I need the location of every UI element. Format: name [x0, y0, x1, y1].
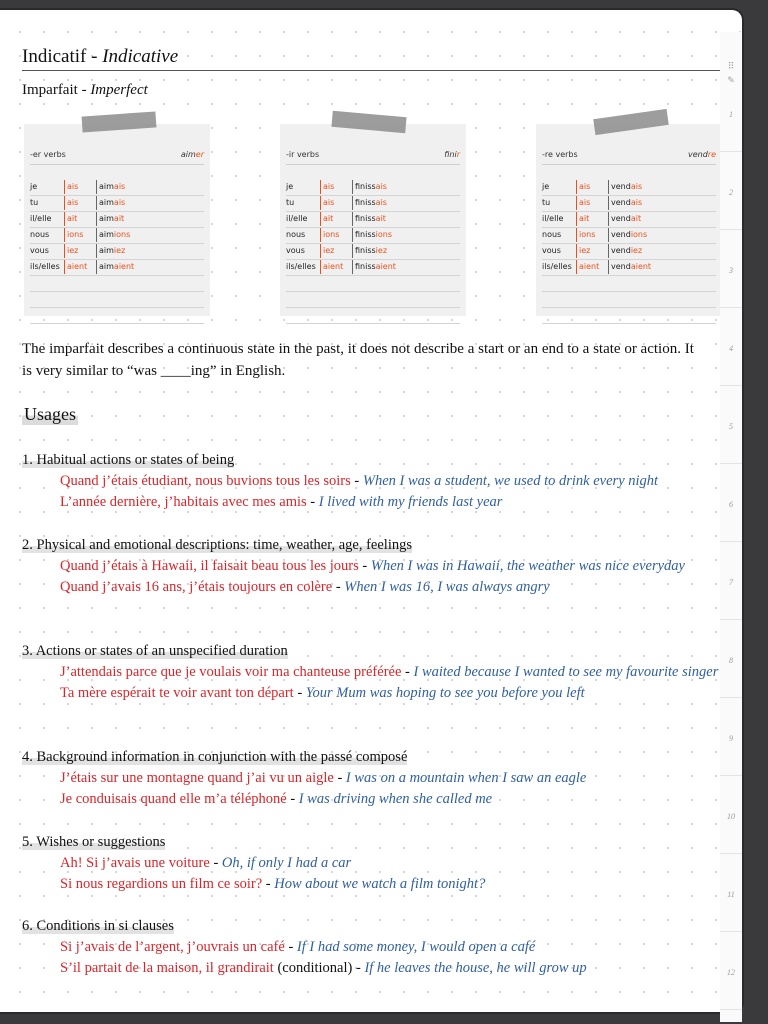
example-french: J’étais sur une montagne quand j’ai vu un aigle [60, 770, 334, 786]
ending: ais [576, 180, 590, 194]
ending: ais [64, 180, 78, 194]
page-tab[interactable]: 1 [720, 74, 742, 152]
pronoun: vous [286, 246, 305, 255]
usage-example: S’il partait de la maison, il grandirait (conditional) - If he leaves the house, he will grow up [60, 960, 587, 976]
conjugation-row [286, 180, 460, 196]
blank-line [30, 292, 204, 308]
usages-heading: Usages [24, 404, 76, 424]
pronoun: il/elle [286, 214, 308, 223]
pronoun: nous [286, 230, 306, 239]
conjugation-row [542, 244, 716, 260]
usage-example: Ta mère espérait te voir avant ton départ - Your Mum was hoping to see you before you left [60, 685, 585, 701]
conjugated-form: finissions [352, 228, 392, 242]
conjugation-row [286, 228, 460, 244]
ending: iez [320, 244, 334, 258]
usage-example: Si j’avais de l’argent, j’ouvrais un café - If I had some money, I would open a café [60, 939, 536, 955]
blank-line [542, 276, 716, 292]
title-french: Indicatif [22, 46, 87, 67]
tape-decoration [331, 111, 406, 133]
conjugated-form: aimais [96, 196, 125, 210]
usage-section [22, 832, 722, 895]
example-english: When I was a student, we used to drink every night [362, 473, 659, 489]
ending: aient [64, 260, 87, 274]
pronoun: ils/elles [286, 262, 316, 271]
conjugated-form: vendions [608, 228, 647, 242]
usage-title: 4. Background information in conjunction with the passé composé [22, 749, 408, 765]
conjugation-row [542, 180, 716, 196]
pronoun: vous [542, 246, 561, 255]
conjugation-card [536, 124, 722, 316]
usage-section [22, 535, 722, 598]
example-french: Quand j’étais étudiant, nous buvions tous les soirs [60, 473, 351, 489]
ending: ait [320, 212, 333, 226]
blank-line [286, 276, 460, 292]
ending: ais [320, 180, 334, 194]
usage-example: Si nous regardions un film ce soir? - How about we watch a film tonight? [60, 876, 486, 892]
ending: ions [576, 228, 595, 242]
blank-line [30, 276, 204, 292]
subtitle-english: Imperfect [90, 82, 148, 98]
example-french: Je conduisais quand elle m’a téléphoné [60, 791, 287, 807]
ending: iez [576, 244, 590, 258]
example-french: S’il partait de la maison, il grandirait [60, 960, 274, 976]
blank-line [286, 308, 460, 324]
example-french: Si j’avais de l’argent, j’ouvrais un café [60, 939, 285, 955]
conjugation-row [286, 212, 460, 228]
example-note: (conditional) [273, 960, 353, 976]
ending: ait [64, 212, 77, 226]
infinitive-label: finir [444, 150, 460, 159]
conjugation-row [542, 228, 716, 244]
usage-example: Je conduisais quand elle m’a téléphoné - I was driving when she called me [60, 791, 493, 807]
conjugated-form: aimaient [96, 260, 134, 274]
infinitive-label: vendre [687, 150, 716, 159]
conjugated-form: finissais [352, 196, 387, 210]
ending: aient [576, 260, 599, 274]
example-french: Quand j’avais 16 ans, j’étais toujours en colère [60, 579, 333, 595]
example-french: Quand j’étais à Hawaii, il faisait beau tous les jours [60, 558, 359, 574]
pronoun: tu [30, 198, 39, 207]
page-tab[interactable]: 5 [720, 386, 742, 464]
conjugation-row [30, 228, 204, 244]
pronoun: je [542, 182, 550, 191]
conjugated-form: finissais [352, 180, 387, 194]
example-english: Your Mum was hoping to see you before you left [305, 685, 585, 701]
pronoun: je [30, 182, 38, 191]
ending: ais [576, 196, 590, 210]
description-text: The imparfait describes a continuous state in the past, it does not describe a start or an end to a state or action. It is very similar to “was ____ing” in English. [22, 341, 694, 379]
notebook-page [0, 8, 744, 1014]
conjugation-row [30, 180, 204, 196]
usage-example: Quand j’étais à Hawaii, il faisait beau tous les jours - When I was in Hawaii, the weather was nice everyday [60, 558, 685, 574]
example-english: I was on a mountain when I saw an eagle [345, 770, 587, 786]
pronoun: tu [542, 198, 551, 207]
conjugated-form: aimions [96, 228, 130, 242]
page-tab[interactable]: 11 [720, 854, 742, 932]
conjugation-row [30, 212, 204, 228]
conjugated-form: finissait [352, 212, 386, 226]
usage-section [22, 450, 722, 513]
conjugation-row [30, 196, 204, 212]
blank-line [542, 292, 716, 308]
conjugated-form: vendais [608, 180, 642, 194]
conjugation-row [542, 196, 716, 212]
ending: aient [320, 260, 343, 274]
infinitive-label: aimer [180, 150, 204, 159]
grid-icon[interactable]: ⠿ [727, 62, 735, 72]
verb-type-label: -er verbs [30, 150, 66, 159]
example-english: I was driving when she called me [298, 791, 493, 807]
usage-title: 3. Actions or states of an unspecified duration [22, 643, 288, 659]
example-french: Ta mère espérait te voir avant ton départ [60, 685, 294, 701]
ending: ais [320, 196, 334, 210]
example-english: When I was in Hawaii, the weather was nice everyday [370, 558, 685, 574]
pronoun: ils/elles [30, 262, 60, 271]
conjugated-form: vendait [608, 212, 641, 226]
pronoun: vous [30, 246, 49, 255]
usage-title: 2. Physical and emotional descriptions: time, weather, age, feelings [22, 537, 413, 553]
conjugated-form: aimiez [96, 244, 125, 258]
usage-example: L’année dernière, j’habitais avec mes amis - I lived with my friends last year [60, 494, 503, 510]
conjugated-form: vendiez [608, 244, 642, 258]
tape-decoration [82, 111, 157, 132]
conjugated-form: vendaient [608, 260, 651, 274]
pronoun: il/elle [30, 214, 52, 223]
example-english: How about we watch a film tonight? [274, 876, 486, 892]
conjugated-form: finissaient [352, 260, 396, 274]
example-english: I waited because I wanted to see my favourite singer [413, 664, 719, 680]
example-english: If I had some money, I would open a café [296, 939, 536, 955]
subtitle-french: Imparfait [22, 82, 78, 98]
page-tab[interactable]: 6 [720, 464, 742, 542]
ending: ions [64, 228, 83, 242]
usage-section [22, 641, 722, 704]
example-english: I lived with my friends last year [318, 494, 503, 510]
usage-example: J’attendais parce que je voulais voir ma chanteuse préférée - I waited because I wanted to see my favourite singer [60, 664, 719, 680]
conjugation-card [280, 124, 466, 316]
example-french: Si nous regardions un film ce soir? [60, 876, 263, 892]
pronoun: ils/elles [542, 262, 572, 271]
pencil-icon[interactable]: ✎ [727, 76, 735, 86]
tape-decoration [593, 109, 669, 135]
blank-line [30, 308, 204, 324]
usage-example: Quand j’avais 16 ans, j’étais toujours en colère - When I was 16, I was always angry [60, 579, 550, 595]
conjugated-form: finissiez [352, 244, 387, 258]
example-english: When I was 16, I was always angry [344, 579, 550, 595]
page-tab[interactable]: 12 [720, 932, 742, 1010]
page-index-tabs [720, 32, 742, 1022]
page-tab[interactable]: 9 [720, 698, 742, 776]
page-tab[interactable]: 8 [720, 620, 742, 698]
pronoun: il/elle [542, 214, 564, 223]
blank-line [286, 292, 460, 308]
ending: iez [64, 244, 78, 258]
card-header [286, 150, 460, 165]
conjugation-row [286, 260, 460, 276]
card-header [30, 150, 204, 165]
usage-title: 5. Wishes or suggestions [22, 834, 166, 850]
example-english: Oh, if only I had a car [221, 855, 352, 871]
ending: ait [576, 212, 589, 226]
usage-example: Ah! Si j’avais une voiture - Oh, if only I had a car [60, 855, 352, 871]
example-english: If he leaves the house, he will grow up [364, 960, 587, 976]
page-title: Indicatif - Indicative [22, 46, 722, 71]
conjugated-form: aimais [96, 180, 125, 194]
page-tab[interactable]: 4 [720, 308, 742, 386]
pronoun: tu [286, 198, 295, 207]
conjugation-card [24, 124, 210, 316]
usage-example: Quand j’étais étudiant, nous buvions tous les soirs - When I was a student, we used to drink every night [60, 473, 659, 489]
verb-type-label: -re verbs [542, 150, 578, 159]
usage-title: 6. Conditions in si clauses [22, 918, 174, 934]
page-tab[interactable]: 7 [720, 542, 742, 620]
conjugation-row [30, 260, 204, 276]
usage-section [22, 916, 722, 979]
ending: ions [320, 228, 339, 242]
example-french: Ah! Si j’avais une voiture [60, 855, 210, 871]
example-french: J’attendais parce que je voulais voir ma chanteuse préférée [60, 664, 402, 680]
page-tab[interactable]: 2 [720, 152, 742, 230]
example-french: L’année dernière, j’habitais avec mes amis [60, 494, 307, 510]
verb-type-label: -ir verbs [286, 150, 320, 159]
conjugation-row [286, 196, 460, 212]
conjugated-form: aimait [96, 212, 124, 226]
card-header [542, 150, 716, 165]
page-subtitle: Imparfait - Imperfect [22, 82, 148, 98]
conjugation-row [30, 244, 204, 260]
conjugated-form: vendais [608, 196, 642, 210]
usage-title: 1. Habitual actions or states of being [22, 452, 235, 468]
conjugation-row [542, 260, 716, 276]
pronoun: je [286, 182, 294, 191]
conjugation-row [286, 244, 460, 260]
usage-section [22, 747, 722, 810]
page-tab[interactable]: 10 [720, 776, 742, 854]
ending: ais [64, 196, 78, 210]
pronoun: nous [542, 230, 562, 239]
blank-line [542, 308, 716, 324]
usage-example: J’étais sur une montagne quand j’ai vu un aigle - I was on a mountain when I saw an eagle [60, 770, 587, 786]
pronoun: nous [30, 230, 50, 239]
page-tab[interactable]: 3 [720, 230, 742, 308]
conjugation-row [542, 212, 716, 228]
title-english: Indicative [102, 46, 179, 67]
